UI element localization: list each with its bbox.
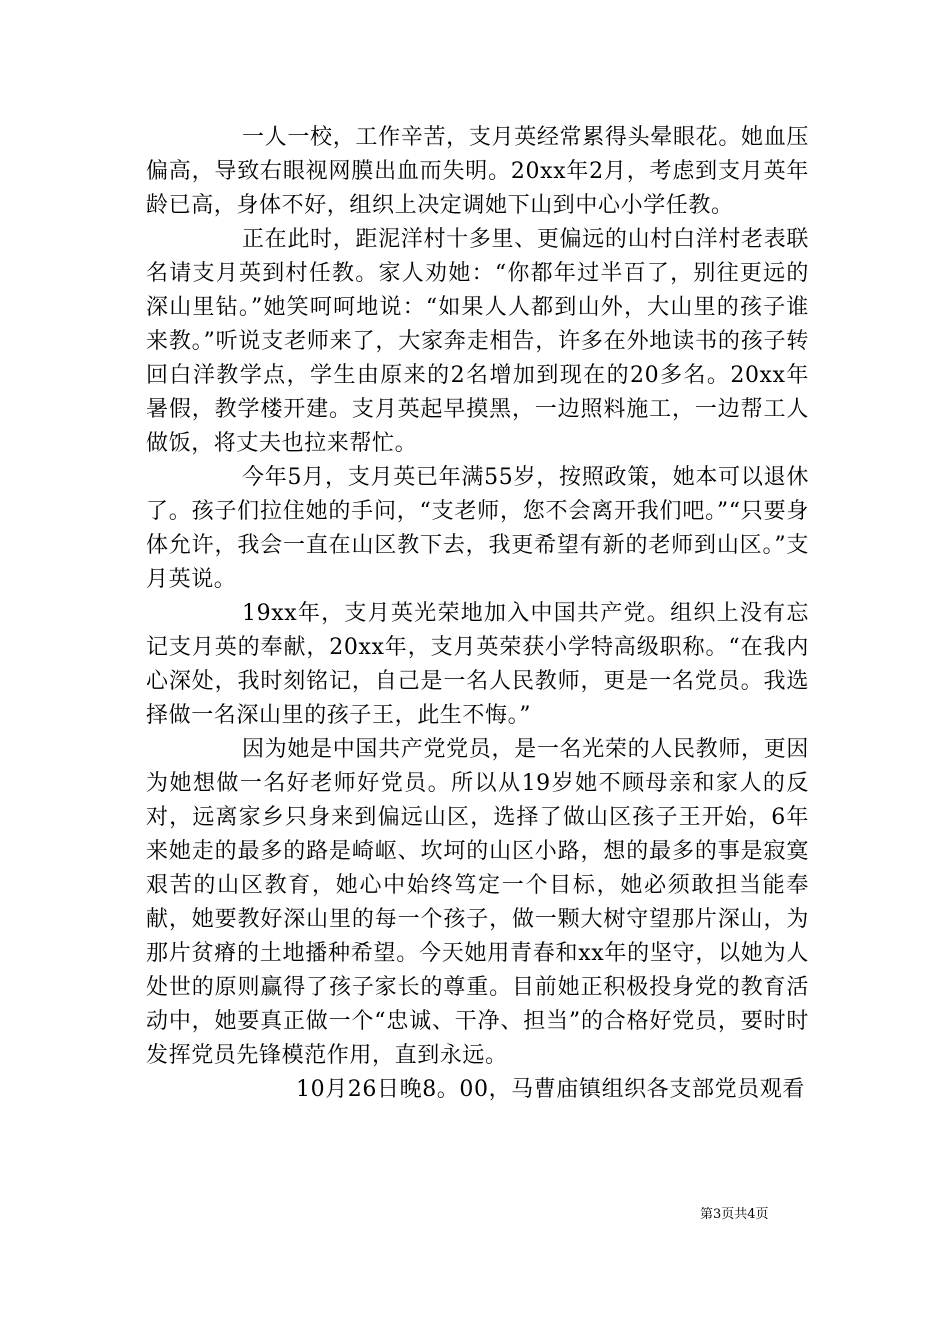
document-body [146, 121, 809, 1107]
page-number-footer: 第3页共4页 [700, 1207, 769, 1222]
paragraph-6: 10月26日晚8。00，马曹庙镇组织各支部党员观看 [296, 1077, 805, 1102]
paragraph-4: 19xx年，支月英光荣地加入中国共产党。组织上没有忘记支月英的奉献，20xx年，支月英荣获小学特高级职称。“在我内心深处，我时刻铭记，自己是一名人民教师，更是一名党员。我选择做一名深山里的孩子王，此生不悔。” [146, 601, 809, 728]
paragraph-1: 一人一校，工作辛苦，支月英经常累得头晕眼花。她血压偏高，导致右眼视网膜出血而失明。20xx年2月，考虑到支月英年龄已高，身体不好，组织上决定调她下山到中心小学任教。 [146, 125, 809, 218]
paragraph-2: 正在此时，距泥洋村十多里、更偏远的山村白洋村老表联名请支月英到村任教。家人劝她：“你都年过半百了，别往更远的深山里钻。”她笑呵呵地说：“如果人人都到山外，大山里的孩子谁来教。”听说支老师来了，大家奔走相告，许多在外地读书的孩子转回白洋教学点，学生由原来的2名增加到现在的20多名。20xx年暑假，教学楼开建。支月英起早摸黑，一边照料施工，一边帮工人做饭，将丈夫也拉来帮忙。 [146, 227, 809, 456]
paragraph-3: 今年5月，支月英已年满55岁，按照政策，她本可以退休了。孩子们拉住她的手问，“支老师，您不会离开我们吧。”“只要身体允许，我会一直在山区教下去，我更希望有新的老师到山区。”支月英说。 [146, 465, 809, 592]
paragraph-5: 因为她是中国共产党党员，是一名光荣的人民教师，更因为她想做一名好老师好党员。所以从19岁她不顾母亲和家人的反对，远离家乡只身来到偏远山区，选择了做山区孩子王开始，6年来她走的最多的路是崎岖、坎坷的山区小路，想的最多的事是寂寞艰苦的山区教育，她心中始终笃定一个目标，她必须敢担当能奉献，她要教好深山里的每一个孩子，做一颗大树守望那片深山，为那片贫瘠的土地播种希望。今天她用青春和xx年的坚守，以她为人处世的原则赢得了孩子家长的尊重。目前她正积极投身党的教育活动中，她要真正做一个“忠诚、干净、担当”的合格好党员，要时时发挥党员先锋模范作用，直到永远。 [146, 737, 809, 1068]
